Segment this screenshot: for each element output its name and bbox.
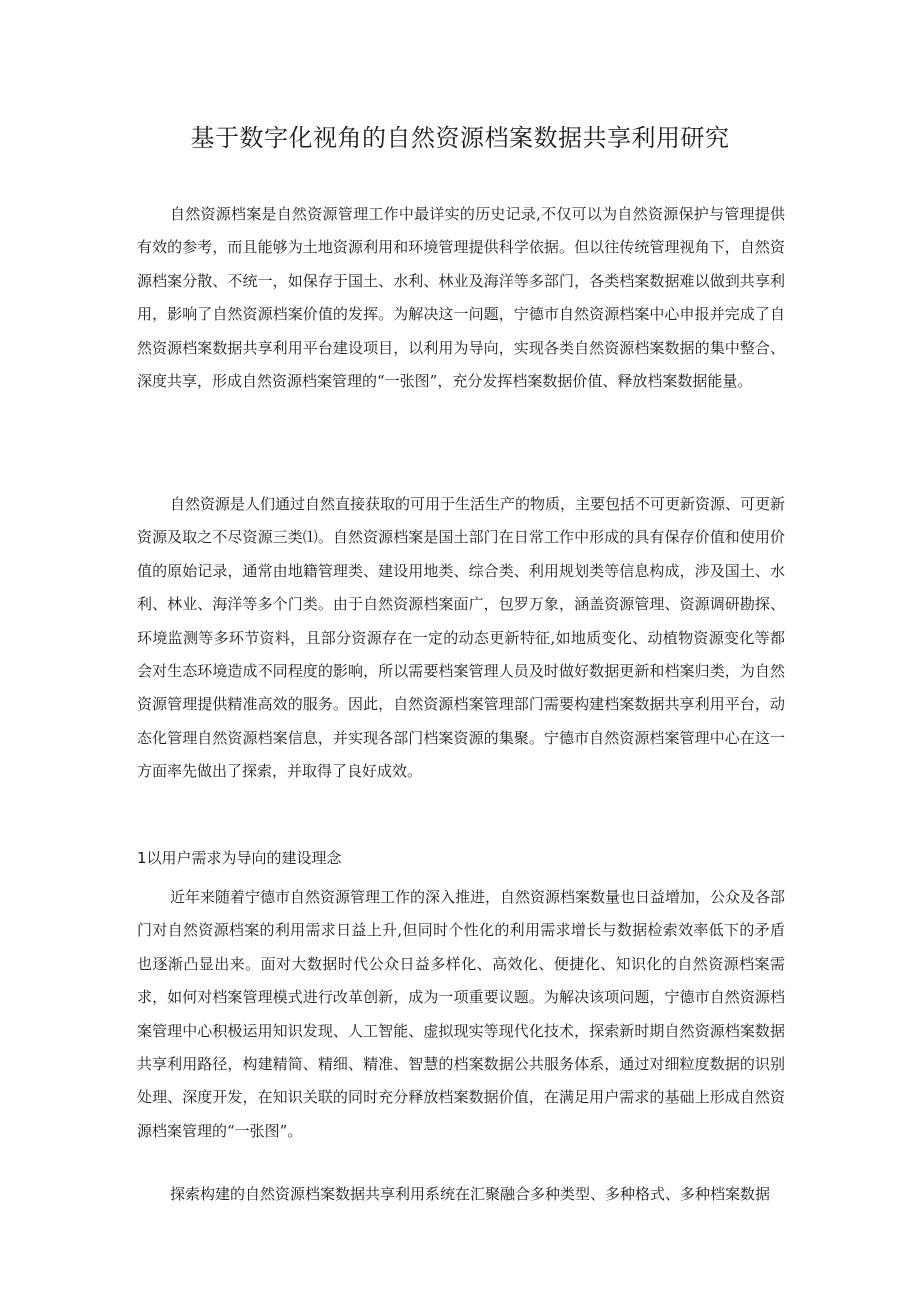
section-heading: 1以用户需求为导向的建设理念 xyxy=(137,849,342,867)
document-title: 基于数字化视角的自然资源档案数据共享利用研究 xyxy=(190,124,730,152)
body-paragraph: 自然资源是人们通过自然直接获取的可用于生活生产的物质，主要包括不可更新资源、可更新资源及取之不尽资源三类⑴。自然资源档案是国土部门在日常工作中形成的具有保存价值和使用价值的原始记录，通常由地籍管理类、建设用地类、综合类、利用规划类等信息构成，涉及国土、水利、林业、海洋等多个门类。由于自然资源档案面广，包罗万象，涵盖资源管理、资源调研勘探、环境监测等多环节资料，且部分资源存在一定的动态更新特征,如地质变化、动植物资源变化等都会对生态环境造成不同程度的影响，所以需要档案管理人员及时做好数据更新和档案归类，为自然资源管理提供精准高效的服务。因此，自然资源档案管理部门需要构建档案数据共享利用平台，动态化管理自然资源档案信息，并实现各部门档案资源的集聚。宁德市自然资源档案管理中心在这一方面率先做出了探索，并取得了良好成效。 xyxy=(137,495,786,781)
body-paragraph: 自然资源档案是自然资源管理工作中最详实的历史记录,不仅可以为自然资源保护与管理提供有效的参考，而且能够为土地资源利用和环境管理提供科学依据。但以往传统管理视角下，自然资源档案分散、不统一，如保存于国土、水利、林业及海洋等多部门，各类档案数据难以做到共享利用，影响了自然资源档案价值的发挥。为解决这一问题，宁德市自然资源档案中心申报并完成了自然资源档案数据共享利用平台建设项目，以利用为导向，实现各类自然资源档案数据的集中整合、深度共享，形成自然资源档案管理的“一张图”，充分发挥档案数据价值、释放档案数据能量。 xyxy=(137,205,785,391)
body-paragraph: 探索构建的自然资源档案数据共享利用系统在汇聚融合多种类型、多种格式、多种档案数据 xyxy=(170,1185,771,1203)
body-paragraph: 近年来随着宁德市自然资源管理工作的深入推进，自然资源档案数量也日益增加，公众及各部门对自然资源档案的利用需求日益上升,但同时个性化的利用需求增长与数据检索效率低下的矛盾也逐渐凸显出来。面对大数据时代公众日益多样化、高效化、便捷化、知识化的自然资源档案需求，如何对档案管理模式进行改革创新，成为一项重要议题。为解决该项问题，宁德市自然资源档案管理中心积极运用知识发现、人工智能、虚拟现实等现代化技术，探索新时期自然资源档案数据共享利用路径，构建精简、精细、精准、智慧的档案数据公共服务体系，通过对细粒度数据的识别处理、深度开发，在知识关联的同时充分释放档案数据价值，在满足用户需求的基础上形成自然资源档案管理的“一张图”。 xyxy=(137,888,786,1140)
